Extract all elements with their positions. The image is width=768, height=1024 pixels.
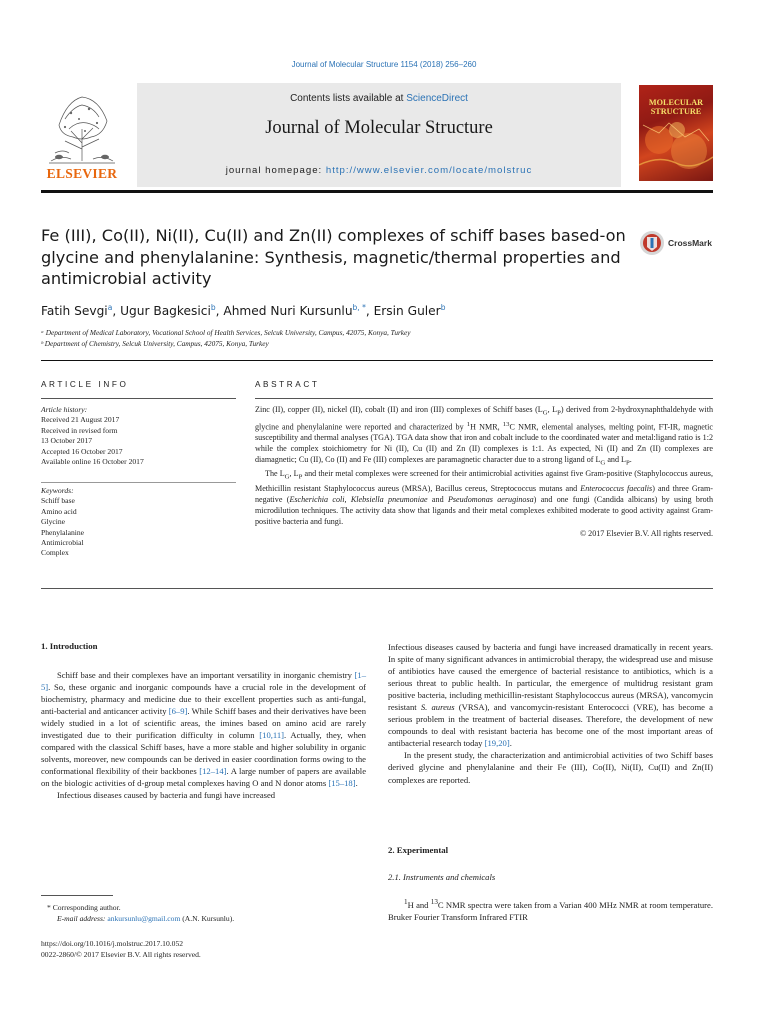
section-heading-experimental: 2. Experimental: [388, 845, 449, 855]
keyword: Glycine: [41, 517, 66, 527]
abstract-heading: ABSTRACT: [255, 380, 320, 389]
affiliation-mark[interactable]: a: [107, 303, 113, 312]
body-paragraph: $^1$H and $^{13}$C NMR spectra were taken from a Varian 400 MHz NMR at room temperature. Bruker Fourier Transform Infrared FTIR: [388, 898, 713, 922]
subsection-heading: 2.1. Instruments and chemicals: [388, 872, 496, 882]
contents-prefix: Contents lists available at: [290, 93, 407, 104]
footnote-rule: [41, 895, 113, 896]
abstract-paragraph: Zinc (II), copper (II), nickel (II), cobalt (II) and iron (III) complexes of Schiff bases ($L_G$, $L_P$) derived from 2-hydroxynaphthaldehyde with glycine and phenylalanine were reported and characterized by $^1$H NMR, $^{13}$C NMR, elemental analyses, melting point, FT-IR, magnetic susceptibility and thermal analyses (TGA). TGA data show that iron and cobalt include to the coordinated water and metal:ligand ratio is 1:2 while the complex stoichiometry for Ni (II), Cu (II) and Zn (II) complexes is 1:1. As expected, Ni (II) and Zn (II) complexes are diamagnetic; Cu (II), Co (II) and Fe (III) complexes are paramagnetic character due to a strong ligand of $L_G$ and $L_P$.: [255, 405, 713, 467]
history-item: Available online 16 October 2017: [41, 457, 144, 467]
body-paragraph: Infectious diseases caused by bacteria and fungi have increased: [57, 790, 276, 801]
citation-link[interactable]: [1–5]: [41, 670, 366, 693]
keyword: Complex: [41, 548, 69, 558]
contents-line: [137, 93, 621, 104]
affiliation-a: ᵃ Department of Medical Laboratory, Vocational School of Health Services, Selcuk University, Campus, 42075, Konya, Turkey: [41, 328, 411, 337]
journal-citation[interactable]: Journal of Molecular Structure 1154 (2018) 256–260: [291, 60, 477, 69]
author-name: Ahmed Nuri Kursunlu: [223, 304, 353, 319]
keywords: [41, 486, 236, 559]
keyword: Schiff base: [41, 496, 75, 506]
corresponding-author-note: * Corresponding author.: [47, 903, 121, 912]
citation-link[interactable]: [6–9]: [168, 706, 188, 717]
affiliation-b: ᵇ Department of Chemistry, Selcuk University, Campus, 42075, Konya, Turkey: [41, 339, 269, 348]
affiliation-mark[interactable]: b: [440, 303, 446, 312]
body-paragraph: Schiff base and their complexes have an important versatility in inorganic chemistry [1–5]. So, these organic and inorganic compounds have a crucial role in the development of biochemistry, pharmacy and medicine due to their excellent properties such as anti-fungal, anti-bacterial and anticancer activity [6–9]. While Schiff bases and their derivatives have been widely studied in a lot of scientific areas, the imines based on amino acid are rarely investigated due to their purification difficulty in column [10,11]. Actually, they, when compared with the classical Schiff bases, have a more stable and higher solubility in organic solvents, moreover, new compounds can be derived in easier coordination forms owing to the conformational flexibility of their backbones [12–14]. A large number of papers are available on the biologic activities of d-group metal complexes having O and N donor atoms [15–18].: [41, 670, 367, 789]
abstract-text: [255, 405, 713, 539]
copyright-notice: © 2017 Elsevier B.V. All rights reserved.: [579, 528, 713, 538]
publisher-wordmark: ELSEVIER: [46, 166, 118, 181]
article-title: Fe (III), Co(II), Ni(II), Cu(II) and Zn(II) complexes of schiff bases based-on glycine and phenylalanine: Synthesis, magnetic/thermal properties and antimicrobial activity: [41, 226, 626, 288]
history-item: 13 October 2017: [41, 436, 93, 446]
abstract-paragraph: The $L_G$, $L_P$ and their metal complexes were screened for their antimicrobial activities against five Gram-positive (Staphylococcus aureus, Methicillin resistant Staphylococcus aureus (MRSA), Bacillus cereus, Streptococcus mutans and Enterococcus faecalis) and three Gram-negative (Escherichia coli, Klebsiella pneumoniae and Pseudomonas aeruginosa) and one fungi (Candida albicans) by using broth microdilution techniques. The activity data show that ligands and their metal complexes exhibited moderate to good activity against Gram-positive bacteria and fungi.: [255, 469, 713, 526]
issn-notice: 0022-2860/© 2017 Elsevier B.V. All rights reserved.: [41, 950, 201, 959]
citation-link[interactable]: [12–14]: [199, 766, 227, 777]
article-info-heading: ARTICLE INFO: [41, 380, 129, 389]
email-link[interactable]: ankursunlu@gmail.com: [107, 914, 181, 923]
journal-name: Journal of Molecular Structure: [265, 118, 493, 138]
keyword: Phenylalanine: [41, 527, 85, 537]
abstract-bottom-rule: [41, 588, 713, 589]
history-rule: [41, 482, 236, 483]
body-column-left: [41, 669, 366, 802]
history-item: Accepted 16 October 2017: [41, 446, 123, 456]
journal-cover-thumbnail[interactable]: [639, 85, 713, 181]
history-label: Article history:: [41, 405, 88, 414]
abstract-rule: [255, 398, 713, 399]
body-paragraph: Infectious diseases caused by bacteria and fungi have increased dramatically in recent years. In spite of many significant advances in antimicrobial therapy, the widespread use and misuse of antibiotics have caused the emergence of bacterial resistance to antibiotics, which is a serious threat to public health. In particular, the emergence of multidrug resistant gram positive bacteria, including methicillin-resistant Staphylococcus aureus (MRSA), vancomycin resistant S. aureus (VRSA), and vancomycin-resistant Enterococci (VRE), has become a serious problem in the treatment of bacterial diseases. Therefore, the development of new compounds to deal with resistant bacteria has become one of the most important areas of antibacterial research today [19,20].: [388, 642, 713, 749]
title-rule: [41, 360, 713, 361]
body-paragraph: In the present study, the characterization and antimicrobial activities of two Schiff bases derived glycine and phenylalanine and their Fe (III), Co(II), Ni(II), Cu(II) and Zn(II) complexes are reported.: [388, 750, 713, 785]
citation-link[interactable]: [19,20]: [484, 738, 510, 749]
email-note: E-mail address: ankursunlu@gmail.com (A.N. Kursunlu).: [57, 914, 235, 923]
crossmark-label[interactable]: CrossMark: [668, 238, 712, 248]
author-name: Ersin Guler: [373, 304, 441, 319]
keywords-label: Keywords:: [41, 486, 74, 495]
homepage-link[interactable]: http://www.elsevier.com/locate/molstruc: [325, 165, 533, 176]
article-history: [41, 405, 236, 467]
author-name: Fatih Sevgi: [41, 304, 108, 319]
history-item: Received 21 August 2017: [41, 415, 120, 425]
doi-link[interactable]: https://doi.org/10.1016/j.molstruc.2017.10.052: [41, 939, 184, 948]
body-column-right: [388, 641, 713, 786]
affiliation-mark[interactable]: b, *: [352, 303, 366, 312]
author-name: Ugur Bagkesici: [120, 304, 211, 319]
article-info-rule: [41, 398, 236, 399]
section-heading-introduction: 1. Introduction: [41, 641, 98, 651]
history-item: Received in revised form: [41, 425, 118, 435]
homepage-prefix: journal homepage:: [225, 165, 326, 176]
citation-link[interactable]: [10,11]: [259, 730, 285, 741]
header-rule: [41, 190, 713, 193]
keyword: Antimicrobial: [41, 538, 84, 548]
author-list: Fatih Sevgi$^a$, Ugur Bagkesici$^b$, Ahmed Nuri Kursunlu$^{b, *}$, Ersin Guler$^b$: [41, 303, 446, 319]
journal-homepage: [137, 165, 621, 176]
cover-title: MOLECULAR STRUCTURE: [648, 98, 704, 116]
affiliation-mark[interactable]: b: [210, 303, 216, 312]
citation-link[interactable]: [15–18]: [328, 778, 356, 789]
keyword: Amino acid: [41, 506, 77, 516]
sciencedirect-link[interactable]: ScienceDirect: [406, 93, 468, 104]
